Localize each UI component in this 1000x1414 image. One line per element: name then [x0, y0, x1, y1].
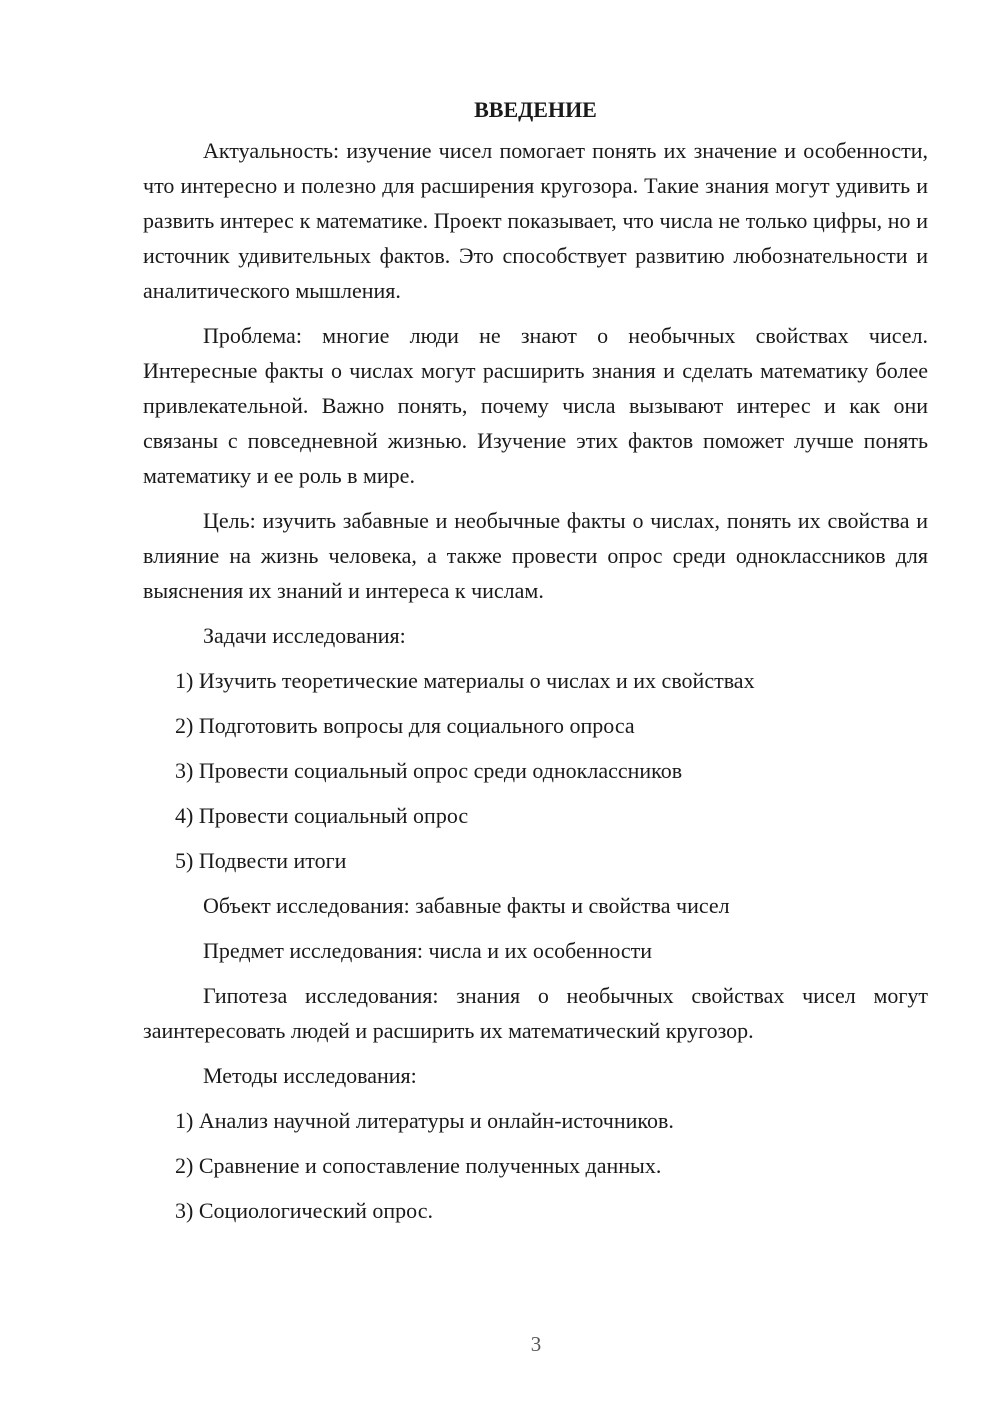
list-item: 5) Подвести итоги [175, 848, 347, 873]
hypothesis-paragraph: Гипотеза исследования: знания о необычных свойствах чисел могут заинтересовать людей и расширить их математический кругозор. [143, 983, 928, 1043]
list-item: 4) Провести социальный опрос [175, 803, 469, 828]
methods-heading: Методы исследования: [203, 1063, 417, 1088]
subject-line: Предмет исследования: числа и их особенности [203, 938, 653, 963]
tasks-list [143, 663, 928, 878]
list-item: 1) Анализ научной литературы и онлайн-источников. [175, 1108, 674, 1133]
document-page [143, 92, 928, 1238]
list-item: 2) Сравнение и сопоставление полученных данных. [175, 1153, 662, 1178]
page-number: 3 [530, 1332, 542, 1356]
goal-paragraph: Цель: изучить забавные и необычные факты о числах, понять их свойства и влияние на жизнь человека, а также провести опрос среди одноклассников для выяснения их знаний и интереса к числам. [143, 508, 928, 603]
problem-paragraph: Проблема: многие люди не знают о необычных свойствах чисел. Интересные факты о числах могут расширить знания и сделать математику более привлекательной. Важно понять, почему числа вызывают интерес и как они связаны с повседневной жизнью. Изучение этих фактов поможет лучше понять математику и ее роль в мире. [143, 323, 928, 488]
methods-list [143, 1103, 928, 1228]
object-line: Объект исследования: забавные факты и свойства чисел [203, 893, 730, 918]
list-item: 3) Провести социальный опрос среди одноклассников [175, 758, 683, 783]
relevance-paragraph: Актуальность: изучение чисел помогает понять их значение и особенности, что интересно и полезно для расширения кругозора. Такие знания могут удивить и развить интерес к математике. Проект показывает, что числа не только цифры, но и источник удивительных фактов. Это способствует развитию любознательности и аналитического мышления. [143, 138, 928, 303]
tasks-heading: Задачи исследования: [203, 623, 406, 648]
list-item: 1) Изучить теоретические материалы о числах и их свойствах [175, 668, 755, 693]
list-item: 3) Социологический опрос. [175, 1198, 433, 1223]
page-title: ВВЕДЕНИЕ [474, 97, 597, 122]
list-item: 2) Подготовить вопросы для социального опроса [175, 713, 635, 738]
